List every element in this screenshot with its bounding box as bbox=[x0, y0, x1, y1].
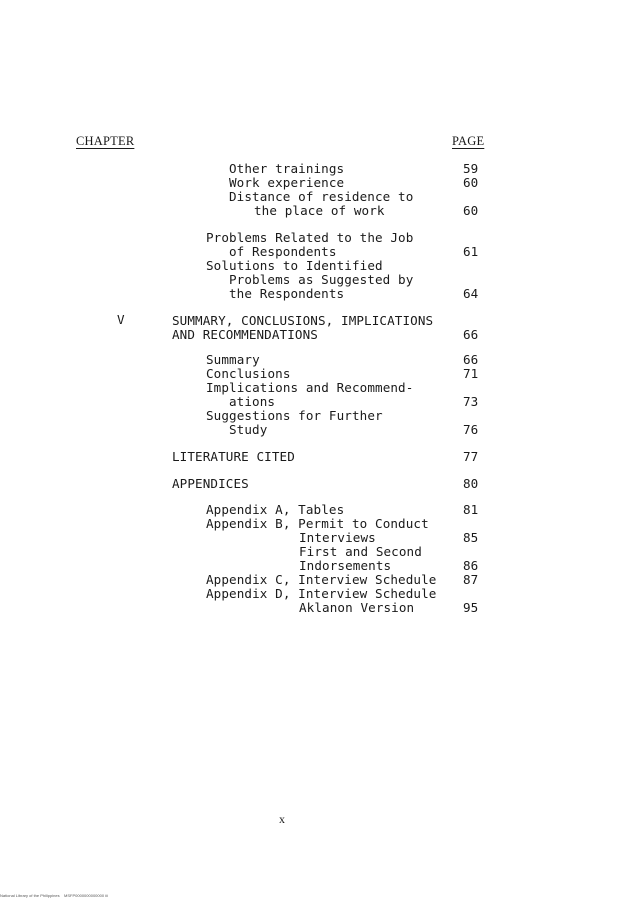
toc-entry-page: 85 bbox=[463, 530, 479, 545]
toc-entry-page: 81 bbox=[463, 502, 479, 517]
toc-entry-text: Other trainings bbox=[229, 161, 345, 176]
toc-entry-text: Solutions to Identified bbox=[206, 258, 383, 273]
chapter-number: V bbox=[117, 312, 125, 327]
toc-entry-page: 64 bbox=[463, 286, 479, 301]
toc-entry-text: APPENDICES bbox=[172, 476, 249, 491]
toc-entry-text: the Respondents bbox=[229, 286, 345, 301]
toc-entry-text: Conclusions bbox=[206, 366, 291, 381]
toc-header-page: PAGE bbox=[452, 134, 485, 148]
toc-entry-text: Summary bbox=[206, 352, 260, 367]
toc-entry-page: 71 bbox=[463, 366, 479, 381]
toc-entry-text: Appendix A, Tables bbox=[206, 502, 345, 517]
toc-entry-text: Appendix B, Permit to Conduct bbox=[206, 516, 429, 531]
toc-entry-page: 66 bbox=[463, 327, 479, 342]
toc-entry-text: LITERATURE CITED bbox=[172, 449, 295, 464]
toc-entry-text: Problems Related to the Job bbox=[206, 230, 414, 245]
toc-entry-text: Appendix C, Interview Schedule bbox=[206, 572, 437, 587]
toc-entry-text: Implications and Recommend- bbox=[206, 380, 414, 395]
toc-entry-text: SUMMARY, CONCLUSIONS, IMPLICATIONS bbox=[172, 313, 434, 328]
toc-entry-page: 59 bbox=[463, 161, 479, 176]
library-footer: National Library of the Philippines MSFP0000000000000 iii bbox=[0, 893, 108, 898]
toc-entry-page: 61 bbox=[463, 244, 479, 259]
toc-entry-page: 60 bbox=[463, 175, 479, 190]
toc-entry-text: Study bbox=[229, 422, 268, 437]
toc-entry-text: Work experience bbox=[229, 175, 345, 190]
toc-entry-text: AND RECOMMENDATIONS bbox=[172, 327, 318, 342]
toc-entry-page: 87 bbox=[463, 572, 479, 587]
page-number: x bbox=[279, 812, 285, 826]
toc-entry-page: 66 bbox=[463, 352, 479, 367]
toc-entry-text: Distance of residence to bbox=[229, 189, 414, 204]
toc-entry-text: Appendix D, Interview Schedule bbox=[206, 586, 437, 601]
toc-entry-text: First and Second bbox=[299, 544, 422, 559]
toc-entry-page: 77 bbox=[463, 449, 479, 464]
toc-entry-page: 95 bbox=[463, 600, 479, 615]
toc-entry-text: ations bbox=[229, 394, 276, 409]
toc-entry-page: 76 bbox=[463, 422, 479, 437]
toc-entry-page: 73 bbox=[463, 394, 479, 409]
toc-entry-text: Indorsements bbox=[299, 558, 392, 573]
toc-entry-page: 80 bbox=[463, 476, 479, 491]
toc-entry-text: Suggestions for Further bbox=[206, 408, 383, 423]
toc-header-chapter: CHAPTER bbox=[76, 134, 135, 148]
toc-entry-text: Interviews bbox=[299, 530, 376, 545]
toc-entry-text: Problems as Suggested by bbox=[229, 272, 414, 287]
toc-entry-text: Aklanon Version bbox=[299, 600, 415, 615]
toc-entry-text: of Respondents bbox=[229, 244, 337, 259]
toc-entry-page: 60 bbox=[463, 203, 479, 218]
toc-entry-page: 86 bbox=[463, 558, 479, 573]
toc-entry-text: the place of work bbox=[254, 203, 385, 218]
